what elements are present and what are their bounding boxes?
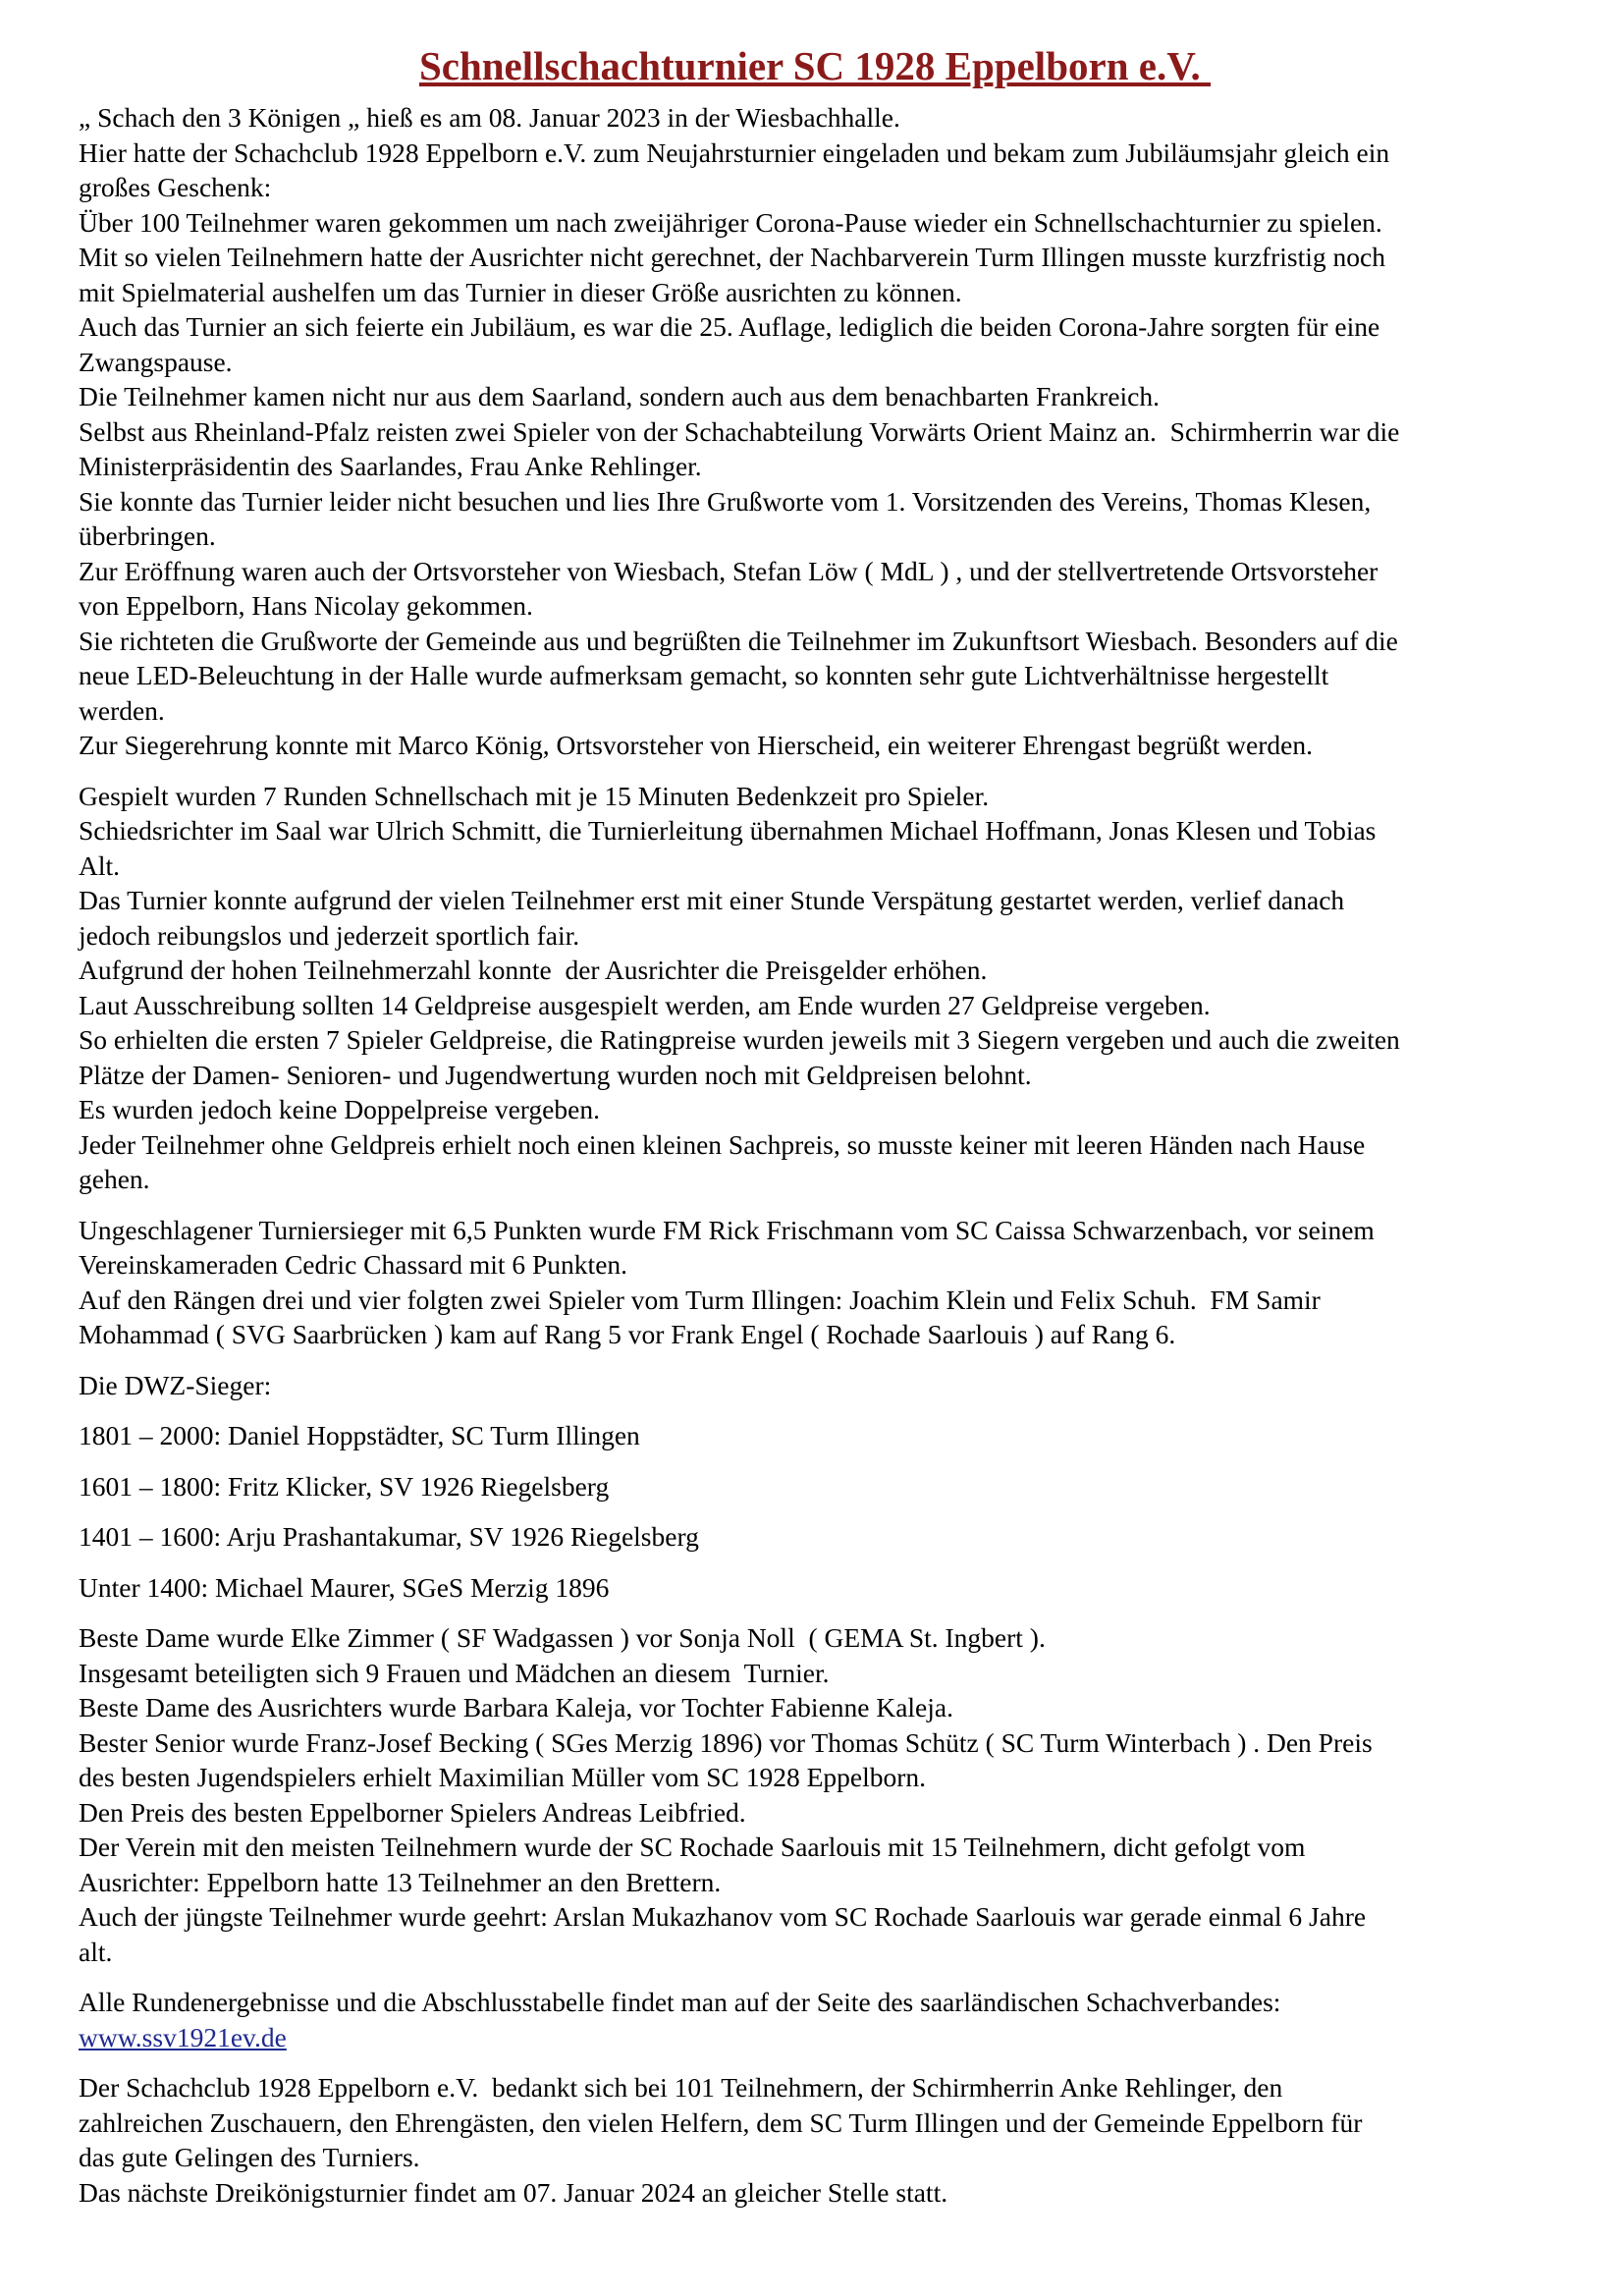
paragraph-gap [79,1605,1551,1620]
article-body [79,100,1551,2210]
text-line: Die Teilnehmer kamen nicht nur aus dem Saarland, sondern auch aus dem benachbarten Frankreich. [79,381,1160,411]
text-line: Auf den Rängen drei und vier folgten zwei Spieler vom Turm Illingen: Joachim Klein und Felix Schuh. FM Samir [79,1284,1321,1315]
paragraph-gap [79,763,1551,779]
text-line: Ministerpräsidentin des Saarlandes, Frau Anke Rehlinger. [79,451,702,481]
text-line: Alle Rundenergebnisse und die Abschlusstabelle findet man auf der Seite des saarländischen Schachverbandes: [79,1987,1281,2017]
text-line: Das Turnier konnte aufgrund der vielen Teilnehmer erst mit einer Stunde Verspätung gestartet werden, verlief danach [79,885,1345,915]
text-line: Gespielt wurden 7 Runden Schnellschach mit je 15 Minuten Bedenkzeit pro Spieler. [79,780,990,811]
text-line: Beste Dame wurde Elke Zimmer ( SF Wadgassen ) vor Sonja Noll ( GEMA St. Ingbert ). [79,1622,1046,1653]
text-line: das gute Gelingen des Turniers. [79,2142,420,2172]
text-line: Plätze der Damen- Senioren- und Jugendwertung wurden noch mit Geldpreisen belohnt. [79,1059,1032,1090]
text-line: „ Schach den 3 Königen „ hieß es am 08. Januar 2023 in der Wiesbachhalle. [79,102,900,133]
text-line: Bester Senior wurde Franz-Josef Becking ( SGes Merzig 1896) vor Thomas Schütz ( SC Turm Winterbach ) . Den Preis [79,1726,1373,1758]
text-line: Jeder Teilnehmer ohne Geldpreis erhielt noch einen kleinen Sachpreis, so musste keiner mit leeren Händen nach Hause [79,1128,1366,1160]
text-line: Den Preis des besten Eppelborner Spielers Andreas Leibfried. [79,1796,746,1828]
text-line: Sie richteten die Grußworte der Gemeinde aus und begrüßten die Teilnehmer im Zukunftsort Wiesbach. Besonders auf die [79,625,1398,656]
results-link[interactable]: www.ssv1921ev.de [79,2021,287,2052]
paragraph-gap [79,1197,1551,1213]
winners-paragraph [79,1213,1551,1352]
dwz-heading: Die DWZ-Sieger: [79,1369,272,1400]
tournament-details-paragraph [79,779,1551,1197]
results-paragraph [79,1985,1551,2054]
text-line: Zur Siegerehrung konnte mit Marco König, Ortsvorsteher von Hierscheid, ein weiterer Ehrengast begrüßt werden. [79,730,1313,760]
text-line: zahlreichen Zuschauern, den Ehrengästen, den vielen Helfern, dem SC Turm Illingen und der Gemeinde Eppelborn für [79,2106,1363,2138]
dwz-winner-item: 1601 – 1800: Fritz Klicker, SV 1926 Riegelsberg [79,1470,610,1502]
paragraph-gap [79,1555,1551,1570]
text-line: Mohammad ( SVG Saarbrücken ) kam auf Rang 5 vor Frank Engel ( Rochade Saarlouis ) auf Rang 6. [79,1319,1176,1349]
text-line: Über 100 Teilnehmer waren gekommen um nach zweijähriger Corona-Pause wieder ein Schnellschachturnier zu spielen. [79,206,1382,238]
text-line: von Eppelborn, Hans Nicolay gekommen. [79,590,533,621]
text-line: Selbst aus Rheinland-Pfalz reisten zwei Spieler von der Schachabteilung Vorwärts Orient Mainz an. Schirmherrin war die [79,415,1400,447]
paragraph-gap [79,1969,1551,1985]
text-line: Mit so vielen Teilnehmern hatte der Ausrichter nicht gerechnet, der Nachbarverein Turm Illingen musste kurzfristig noch [79,242,1385,272]
text-line: mit Spielmaterial aushelfen um das Turnier in dieser Größe ausrichten zu können. [79,276,962,307]
text-line: Auch das Turnier an sich feierte ein Jubiläum, es war die 25. Auflage, lediglich die beiden Corona-Jahre sorgten für eine [79,311,1380,342]
text-line: Laut Ausschreibung sollten 14 Geldpreise ausgespielt werden, am Ende wurden 27 Geldpreise vergeben. [79,989,1211,1020]
text-line: gehen. [79,1164,150,1194]
paragraph-gap [79,2054,1551,2070]
dwz-winner-item: 1801 – 2000: Daniel Hoppstädter, SC Turm Illingen [79,1420,640,1450]
text-line: werden. [79,694,165,726]
text-line: So erhielten die ersten 7 Spieler Geldpreise, die Ratingpreise wurden jeweils mit 3 Siegern vergeben und auch die zweiten [79,1024,1400,1055]
text-line: Schiedsrichter im Saal war Ulrich Schmitt, die Turnierleitung übernahmen Michael Hoffmann, Jonas Klesen und Tobias [79,815,1377,846]
paragraph-gap [79,1352,1551,1368]
text-line: Beste Dame des Ausrichters wurde Barbara Kaleja, vor Tochter Fabienne Kaleja. [79,1692,953,1722]
text-line: Der Schachclub 1928 Eppelborn e.V. bedankt sich bei 101 Teilnehmern, der Schirmherrin Anke Rehlinger, den [79,2072,1283,2103]
text-line: jedoch reibungslos und jederzeit sportlich fair. [79,919,580,951]
text-line: Zur Eröffnung waren auch der Ortsvorsteher von Wiesbach, Stefan Löw ( MdL ) , und der stellvertretende Ortsvorsteher [79,555,1379,586]
text-line: Insgesamt beteiligten sich 9 Frauen und Mädchen an diesem Turnier. [79,1657,830,1688]
document-page [79,39,1551,2210]
text-line: neue LED-Beleuchtung in der Halle wurde aufmerksam gemacht, so konnten sehr gute Lichtverhältnisse hergestellt [79,660,1329,690]
text-line: Aufgrund der hohen Teilnehmerzahl konnte der Ausrichter die Preisgelder erhöhen. [79,955,988,985]
paragraph-gap [79,1503,1551,1519]
text-line: Vereinskameraden Cedric Chassard mit 6 Punkten. [79,1249,628,1280]
text-line: Sie konnte das Turnier leider nicht besuchen und lies Ihre Grußworte vom 1. Vorsitzenden des Vereins, Thomas Klesen, [79,485,1372,517]
text-line: Ungeschlagener Turniersieger mit 6,5 Punkten wurde FM Rick Frischmann vom SC Caissa Schwarzenbach, vor seinem [79,1214,1375,1245]
paragraph-gap [79,1453,1551,1469]
text-line: Der Verein mit den meisten Teilnehmern wurde der SC Rochade Saarlouis mit 15 Teilnehmern, dicht gefolgt vom [79,1831,1306,1862]
page-title: Schnellschachturnier SC 1928 Eppelborn e.V. [418,43,1212,88]
text-line: Das nächste Dreikönigsturnier findet am 07. Januar 2024 an gleicher Stelle statt. [79,2176,948,2208]
text-line: Es wurden jedoch keine Doppelpreise vergeben. [79,1094,600,1124]
text-line: Hier hatte der Schachclub 1928 Eppelborn e.V. zum Neujahrsturnier eingeladen und bekam zum Jubiläumsjahr gleich ein [79,137,1390,168]
text-line: Auch der jüngste Teilnehmer wurde geehrt: Arslan Mukazhanov vom SC Rochade Saarlouis war gerade einmal 6 Jahre [79,1901,1367,1932]
dwz-winner-item: Unter 1400: Michael Maurer, SGeS Merzig 1896 [79,1571,610,1603]
paragraph-gap [79,1402,1551,1418]
text-line: überbringen. [79,520,216,551]
text-line: Alt. [79,849,121,881]
text-line: großes Geschenk: [79,172,272,202]
closing-paragraph [79,2070,1551,2210]
text-line: des besten Jugendspielers erhielt Maximilian Müller vom SC 1928 Eppelborn. [79,1762,927,1792]
dwz-winner-item: 1401 – 1600: Arju Prashantakumar, SV 1926 Riegelsberg [79,1521,699,1552]
text-line: Zwangspause. [79,346,233,377]
text-line: alt. [79,1936,113,1967]
special-prizes-paragraph [79,1620,1551,1969]
intro-paragraph [79,100,1551,763]
text-line: Ausrichter: Eppelborn hatte 13 Teilnehmer an den Brettern. [79,1866,722,1897]
